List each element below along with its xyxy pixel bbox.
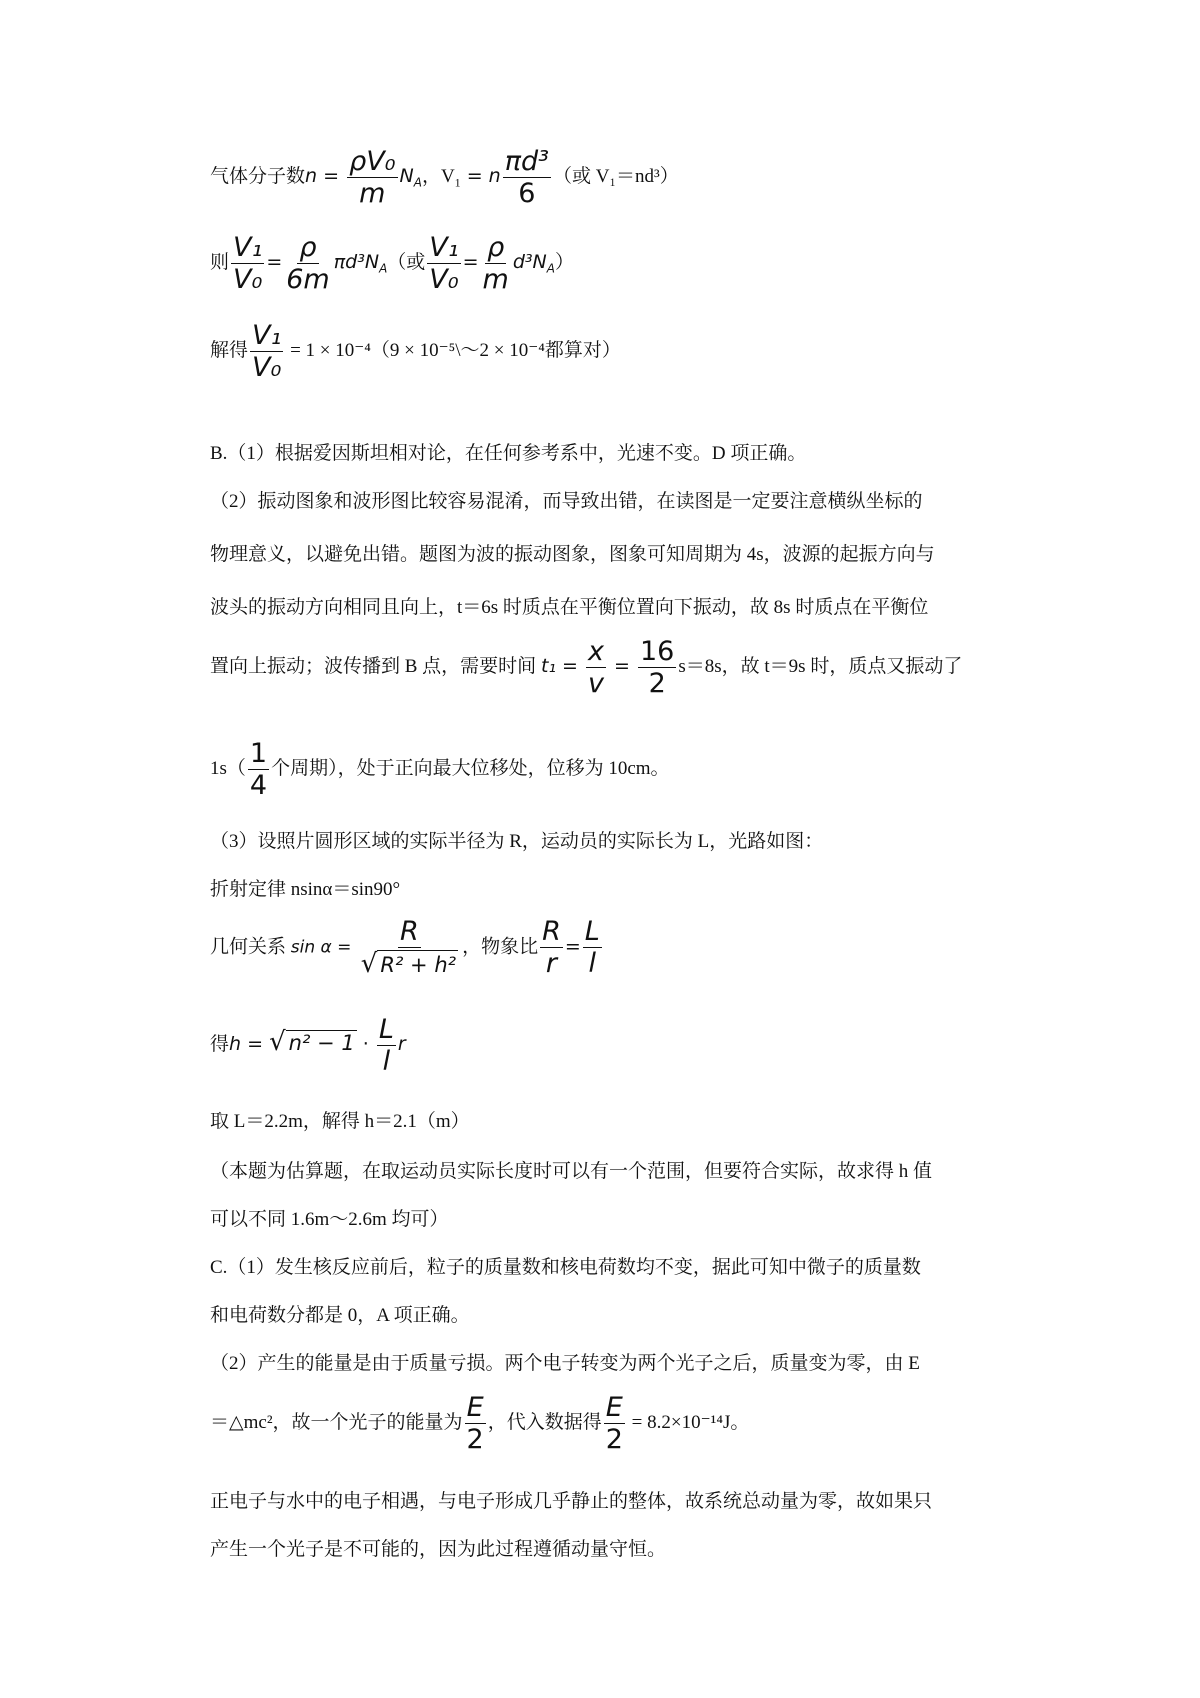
paragraph-line: 折射定律 nsinα＝sin90° bbox=[210, 879, 401, 900]
fraction bbox=[481, 232, 511, 295]
paragraph-line: （本题为估算题，在取运动员实际长度时可以有一个范围，但要符合实际，故求得 h 值 bbox=[210, 1161, 933, 1182]
text: ＝△mc²，故一个光子的能量为 bbox=[210, 1411, 463, 1433]
text: 个周期），处于正向最大位移处，位移为 10cm。 bbox=[271, 757, 670, 779]
math: N bbox=[399, 164, 414, 187]
math: = n bbox=[460, 164, 501, 187]
fraction bbox=[359, 916, 460, 980]
fraction bbox=[586, 636, 606, 699]
gas-molecule-count-line: 气体分子数n = $\frac{\text{ρV₀}}{m}$ $N_A$，$V_1 = n$ $\frac{\text{πd³}}{6}$ （或 V₁＝nd³） bbox=[210, 146, 679, 210]
fraction-denominator: 2 bbox=[605, 1424, 623, 1456]
fraction-denominator: V₀ bbox=[429, 264, 459, 296]
fraction-numerator: ρV₀ bbox=[349, 146, 396, 177]
fraction-denominator: 6m bbox=[286, 264, 330, 296]
paragraph-line: C.（1）发生核反应前后，粒子的质量数和核电荷数均不变，据此可知中微子的质量数 bbox=[210, 1257, 921, 1278]
paragraph-line: （2）振动图象和波形图比较容易混淆，而导致出错，在读图是一定要注意横纵坐标的 bbox=[210, 491, 923, 512]
fraction-denominator: l bbox=[588, 948, 597, 980]
fraction bbox=[638, 636, 676, 699]
fraction-denominator: 2 bbox=[648, 668, 666, 700]
fraction-denominator: 4 bbox=[249, 770, 268, 802]
math: · bbox=[356, 1032, 375, 1055]
fraction bbox=[540, 916, 563, 979]
result-line bbox=[210, 320, 621, 383]
fraction bbox=[231, 232, 264, 295]
text: 几何关系 bbox=[210, 936, 291, 958]
fraction-numerator: 16 bbox=[640, 636, 675, 667]
radical-icon: √ bbox=[269, 1026, 286, 1057]
radicand: n² − 1 bbox=[286, 1030, 357, 1054]
fraction bbox=[250, 320, 283, 383]
fraction-numerator: L bbox=[584, 916, 600, 948]
fraction bbox=[248, 738, 269, 801]
fraction-numerator: ρ bbox=[299, 232, 317, 263]
fraction bbox=[347, 146, 397, 209]
fraction bbox=[377, 1014, 396, 1077]
paragraph-line: （2）产生的能量是由于质量亏损。两个电子转变为两个光子之后，质量变为零，由 E bbox=[210, 1353, 920, 1374]
fraction bbox=[583, 916, 602, 979]
text: 置向上振动；波传播到 B 点，需要时间 bbox=[210, 655, 541, 677]
text: ） bbox=[554, 251, 574, 273]
math: d³N bbox=[512, 250, 547, 273]
text: （或 bbox=[387, 251, 426, 273]
fraction-numerator: V₁ bbox=[233, 232, 263, 263]
text: 1s（ bbox=[210, 757, 246, 779]
radical-icon: √ bbox=[360, 949, 378, 980]
paragraph-line: 物理意义，以避免出错。题图为波的振动图象，图象可知周期为 4s，波源的起振方向与 bbox=[210, 544, 935, 565]
text: ，物象比 bbox=[462, 936, 539, 958]
text: （或 V₁＝nd³） bbox=[552, 165, 679, 187]
fraction-numerator: πd³ bbox=[504, 146, 549, 177]
fraction-denominator: m bbox=[359, 178, 386, 210]
fraction-denominator: l bbox=[382, 1046, 391, 1078]
photon-energy-line bbox=[210, 1392, 749, 1455]
paragraph-line: 正电子与水中的电子相遇，与电子形成几乎静止的整体，故系统总动量为零，故如果只 bbox=[210, 1491, 933, 1512]
volume-ratio-line: 则 $\frac{\text{V₁}}{\text{V₀}}$ = $\frac{\rho}{6m}$ $\pi d^3N_A$（或 $\frac{\text{V₁}}{\text{V₀}}$ = $\frac{\rho}{m}$ $d^3N_A$） bbox=[210, 232, 574, 296]
paragraph-line: （3）设照片圆形区域的实际半径为 R，运动员的实际长为 L，光路如图： bbox=[210, 831, 824, 852]
text: 则 bbox=[210, 251, 230, 273]
math: πd³N bbox=[333, 250, 380, 273]
paragraph-line: 波头的振动方向相同且向上，t＝6s 时质点在平衡位置向下振动，故 8s 时质点在平衡位 bbox=[210, 597, 929, 618]
math: = bbox=[608, 654, 636, 677]
geometry-line bbox=[210, 916, 604, 980]
paragraph-line: 取 L＝2.2m，解得 h＝2.1（m） bbox=[210, 1111, 470, 1132]
fraction-denominator: 6 bbox=[518, 178, 536, 210]
height-formula-line bbox=[210, 1014, 406, 1077]
text: ，V bbox=[421, 165, 455, 187]
math: = bbox=[462, 250, 479, 273]
fraction bbox=[427, 232, 460, 295]
fraction-numerator: x bbox=[588, 636, 604, 667]
fraction-denominator: v bbox=[588, 668, 604, 700]
math: n = bbox=[305, 164, 346, 187]
radicand: R² + h² bbox=[377, 950, 458, 977]
period-line bbox=[210, 738, 670, 801]
fraction-denominator: 2 bbox=[466, 1424, 484, 1456]
text: = 8.2×10⁻¹⁴J。 bbox=[626, 1411, 750, 1433]
paragraph-line: 产生一个光子是不可能的，因为此过程遵循动量守恒。 bbox=[210, 1539, 667, 1560]
math: = bbox=[266, 250, 283, 273]
fraction-denominator: V₀ bbox=[233, 264, 263, 296]
paragraph-line: 可以不同 1.6m～2.6m 均可） bbox=[210, 1209, 449, 1230]
math: = bbox=[564, 935, 581, 958]
fraction bbox=[284, 232, 331, 295]
text: 解得 bbox=[210, 339, 249, 361]
fraction-denominator: r bbox=[545, 948, 558, 980]
fraction-numerator: E bbox=[466, 1392, 484, 1423]
fraction-numerator: R bbox=[400, 916, 419, 947]
text: 得 bbox=[210, 1033, 230, 1055]
fraction bbox=[604, 1392, 625, 1455]
text: ，代入数据得 bbox=[487, 1411, 602, 1433]
math: r bbox=[397, 1032, 406, 1055]
fraction-denominator: m bbox=[482, 264, 509, 296]
fraction-denominator bbox=[359, 948, 460, 980]
math: t₁ = bbox=[540, 654, 585, 677]
fraction-numerator: 1 bbox=[249, 738, 268, 769]
text: 气体分子数 bbox=[210, 165, 306, 187]
fraction-numerator: V₁ bbox=[429, 232, 459, 263]
fraction-numerator: ρ bbox=[487, 232, 505, 263]
fraction bbox=[465, 1392, 486, 1455]
paragraph-line: 和电荷数分都是 0，A 项正确。 bbox=[210, 1305, 470, 1326]
math: h = bbox=[229, 1032, 270, 1055]
text: = 1 × 10⁻⁴（9 × 10⁻⁵\～2 × 10⁻⁴都算对） bbox=[285, 339, 621, 361]
wave-time-line bbox=[210, 636, 962, 699]
fraction-numerator: R bbox=[542, 916, 561, 948]
paragraph-line: B.（1）根据爱因斯坦相对论，在任何参考系中，光速不变。D 项正确。 bbox=[210, 443, 807, 464]
fraction-numerator: V₁ bbox=[252, 320, 282, 351]
fraction-numerator: E bbox=[605, 1392, 623, 1423]
text: s＝8s，故 t＝9s 时，质点又振动了 bbox=[678, 655, 963, 677]
math: sin α = bbox=[290, 937, 357, 958]
fraction bbox=[503, 146, 551, 209]
fraction-numerator: L bbox=[378, 1014, 394, 1045]
fraction-denominator: V₀ bbox=[252, 352, 282, 384]
